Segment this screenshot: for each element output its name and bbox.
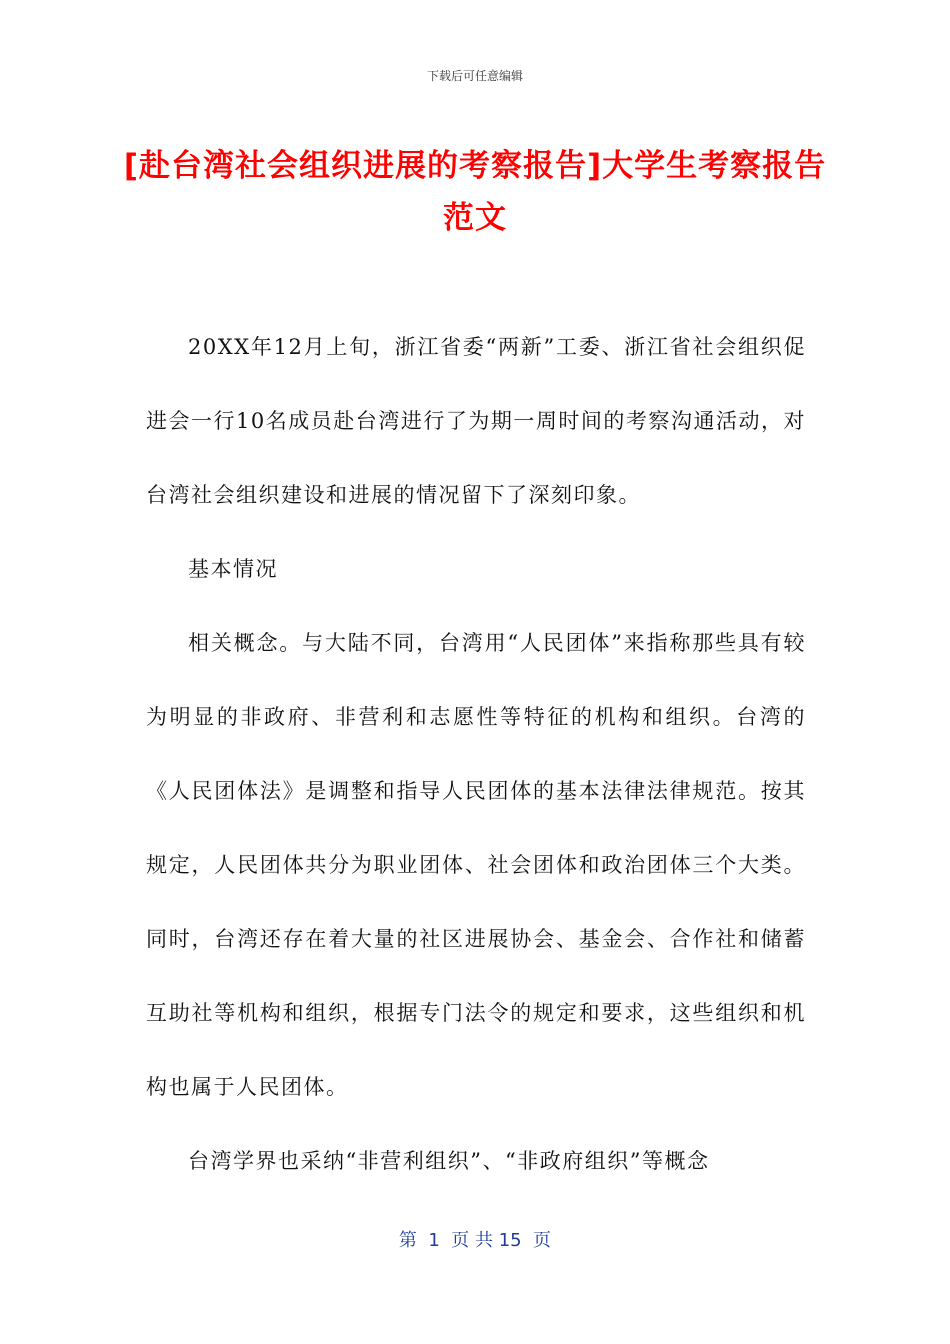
page-number-footer: 第 1 页 共 15 页: [398, 1230, 552, 1251]
document-title: [赴台湾社会组织进展的考察报告]大学生考察报告范文: [123, 148, 827, 236]
paragraph-related-concepts: 相关概念。与大陆不同，台湾用“人民团体”来指称那些具有较为明显的非政府、非营利和志愿性等特征的机构和组织。台湾的《人民团体法》是调整和指导人民团体的基本法律法律规范。按其规定，人民团体共分为职业团体、社会团体和政治团体三个大类。同时，台湾还存在着大量的社区进展协会、基金会、合作社和储蓄互助社等机构和组织，根据专门法令的规定和要求，这些组织和机构也属于人民团体。: [146, 631, 806, 1099]
page-header-note: 下载后可任意编辑: [426, 69, 523, 83]
paragraph-intro: 20XX年12月上旬，浙江省委“两新”工委、浙江省社会组织促进会一行10名成员赴台湾进行了为期一周时间的考察沟通活动，对台湾社会组织建设和进展的情况留下了深刻印象。: [146, 335, 806, 507]
document-body: [146, 310, 806, 1198]
paragraph-academic-concepts: 台湾学界也采纳“非营利组织”、“非政府组织”等概念: [188, 1149, 710, 1173]
section-heading-basic-situation: 基本情况: [188, 557, 278, 581]
